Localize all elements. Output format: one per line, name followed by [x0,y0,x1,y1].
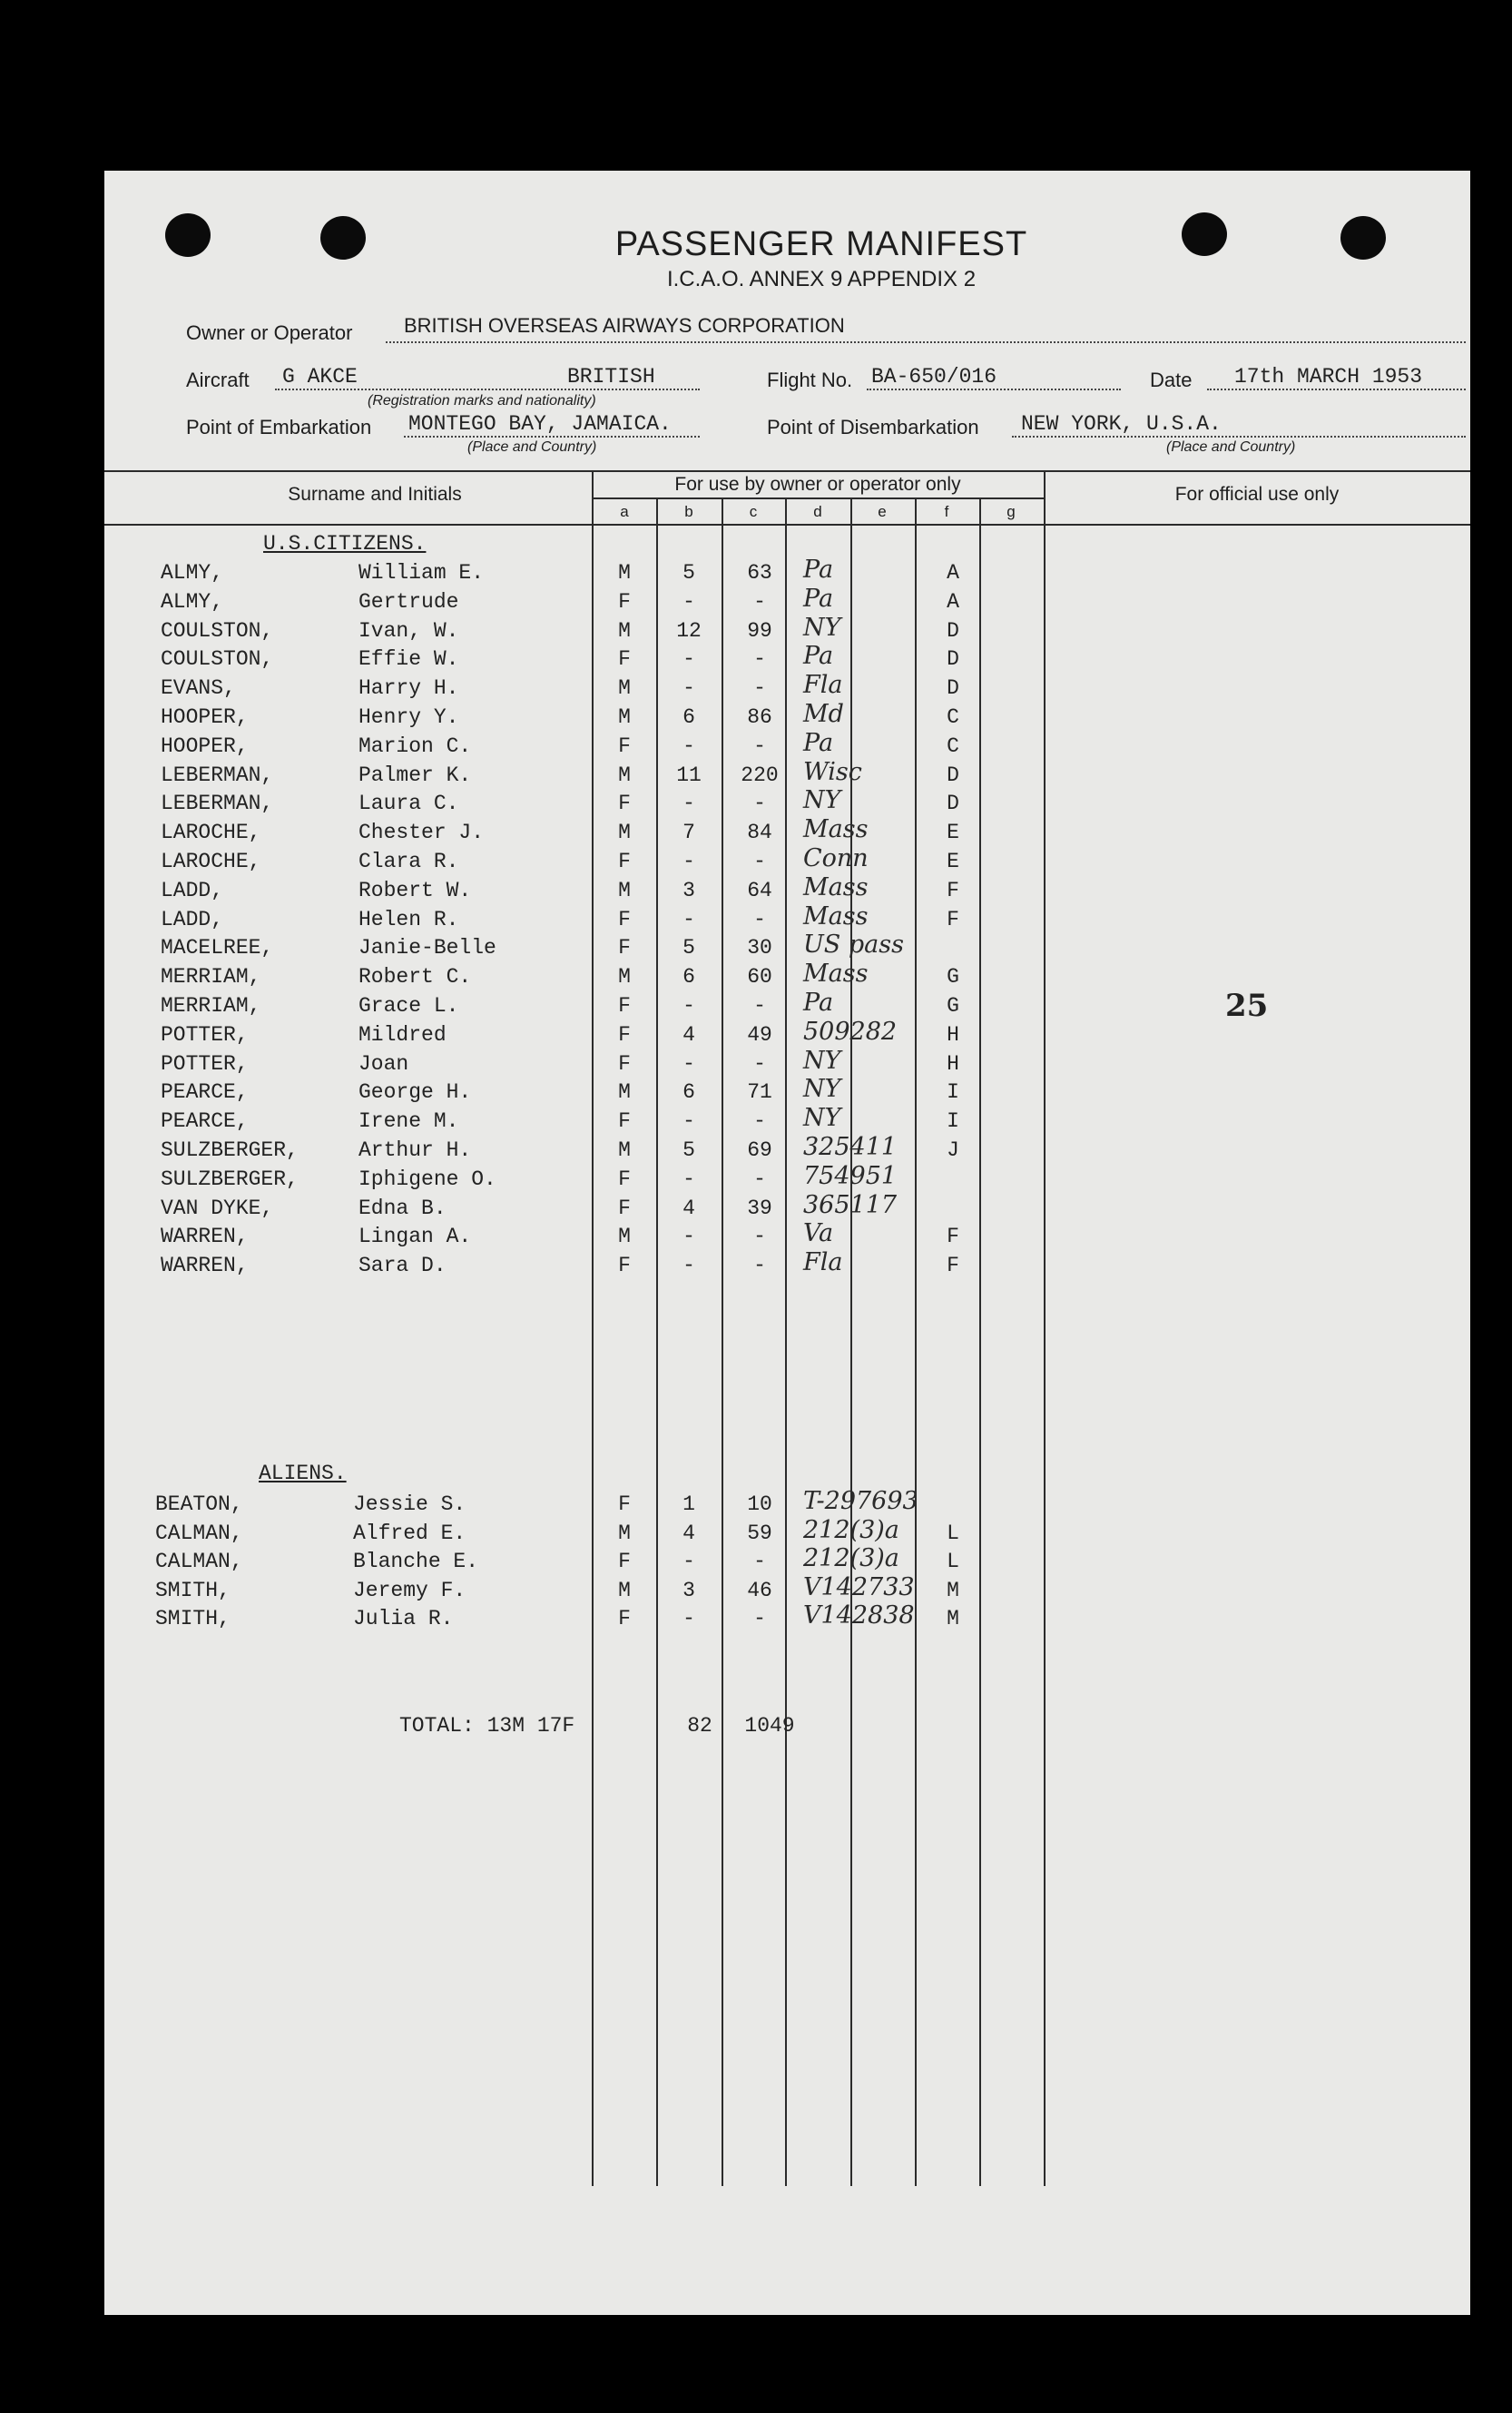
passenger-col-c: 30 [747,936,772,960]
passenger-surname: LEBERMAN, [161,792,274,816]
passenger-sex: M [618,1138,631,1162]
passenger-col-c: - [753,1254,766,1278]
handwritten-note: NY [803,1104,841,1133]
handwritten-note: 509282 [803,1017,898,1046]
passenger-col-f: D [947,676,959,701]
handwritten-note: T-297693 [803,1487,918,1515]
passenger-given-names: Janie-Belle [358,936,496,960]
handwritten-note: V142838 [803,1601,915,1630]
passenger-given-names: Blanche E. [353,1550,479,1573]
col-letter: e [878,503,887,520]
handwritten-note: 212(3)a [803,1544,899,1572]
passenger-col-f: J [947,1138,959,1162]
passenger-col-b: - [682,1254,695,1278]
passenger-col-c: - [753,647,766,672]
passenger-col-c: - [753,792,766,816]
passenger-surname: WARREN, [161,1254,249,1278]
col-letter: c [749,503,758,520]
handwritten-note: Mass [803,872,869,901]
handwritten-note: Pa [803,584,834,613]
passenger-col-b: 11 [676,763,702,787]
passenger-col-f: L [947,1521,959,1545]
passenger-surname: ALMY, [161,561,224,585]
passenger-col-f: M [947,1607,959,1630]
passenger-col-c: 64 [747,878,772,902]
passenger-col-f: A [947,561,959,585]
passenger-sex: M [618,1225,631,1249]
passenger-sex: F [618,936,631,960]
passenger-sex: M [618,1080,631,1105]
passenger-surname: PEARCE, [161,1109,249,1134]
col-letter: g [1006,503,1016,520]
handwritten-note: Conn [803,844,869,872]
passenger-sex: M [618,763,631,787]
handwritten-note: Pa [803,728,834,757]
passenger-sex: F [618,1167,631,1191]
handwritten-note: US pass [803,931,904,960]
passenger-col-c: 220 [741,763,779,787]
owner-value: BRITISH OVERSEAS AIRWAYS CORPORATION [404,314,845,337]
passenger-sex: M [618,965,631,990]
passenger-given-names: Julia R. [353,1607,454,1630]
passenger-given-names: Arthur H. [358,1138,472,1162]
passenger-col-f: G [947,965,959,990]
passenger-sex: F [618,1109,631,1134]
passenger-col-f: C [947,705,959,729]
passenger-surname: MACELREE, [161,936,274,960]
embark-value: MONTEGO BAY, JAMAICA. [408,412,672,436]
passenger-col-c: - [753,734,766,758]
passenger-sex: F [618,647,631,672]
passenger-sex: M [618,878,631,902]
handwritten-note: Mass [803,815,869,844]
passenger-col-b: 6 [682,705,695,729]
passenger-given-names: Gertrude [358,589,459,614]
passenger-col-b: - [682,1607,695,1630]
passenger-col-b: 5 [682,936,695,960]
passenger-col-b: 4 [682,1196,695,1220]
aircraft-nationality: BRITISH [567,365,655,389]
passenger-surname: CALMAN, [155,1550,243,1573]
passenger-surname: LADD, [161,878,224,902]
punch-hole-icon [1182,212,1227,256]
embark-label: Point of Embarkation [186,416,372,438]
passenger-col-c: - [753,1550,766,1573]
official-page-number: 25 [1225,988,1269,1024]
passenger-surname: ALMY, [161,589,224,614]
passenger-sex: F [618,1051,631,1076]
handwritten-note: NY [803,1075,841,1104]
handwritten-note: Md [803,700,844,728]
disembark-note: (Place and Country) [1166,439,1296,455]
passenger-given-names: Robert W. [358,878,472,902]
passenger-sex: F [618,792,631,816]
handwritten-note: Pa [803,556,834,584]
passenger-col-b: 6 [682,1080,695,1105]
passenger-col-c: 99 [747,618,772,643]
passenger-col-c: - [753,676,766,701]
passenger-col-f: F [947,878,959,902]
handwritten-note: Pa [803,642,834,671]
passenger-given-names: Mildred [358,1022,447,1047]
passenger-surname: LAROCHE, [161,821,261,845]
passenger-surname: SMITH, [155,1607,231,1630]
handwritten-note: 754951 [803,1161,898,1190]
passenger-col-b: 12 [676,618,702,643]
section-label-aliens: ALIENS. [259,1462,347,1485]
passenger-col-b: 3 [682,1578,695,1602]
passenger-given-names: Effie W. [358,647,459,672]
passenger-sex: F [618,589,631,614]
passenger-sex: F [618,994,631,1018]
passenger-col-b: 4 [682,1022,695,1047]
passenger-given-names: William E. [358,561,485,585]
col-letter: d [813,503,822,520]
passenger-sex: M [618,1578,631,1602]
owner-label: Owner or Operator [186,321,353,344]
passenger-col-c: - [753,850,766,873]
totals-label: TOTAL: 13M 17F [399,1714,575,1738]
flight-value: BA-650/016 [871,365,997,389]
disembark-value: NEW YORK, U.S.A. [1021,412,1222,436]
col-letter: a [620,503,629,520]
passenger-col-f: A [947,589,959,614]
passenger-sex: F [618,850,631,873]
totals-b: 82 [687,1714,712,1738]
passenger-given-names: Jessie S. [353,1492,466,1516]
passenger-sex: M [618,676,631,701]
passenger-col-f: F [947,1254,959,1278]
passenger-surname: BEATON, [155,1492,243,1516]
passenger-surname: LAROCHE, [161,850,261,873]
passenger-given-names: Iphigene O. [358,1167,496,1191]
handwritten-note: Fla [803,671,843,700]
col-header-official-use: For official use only [1174,484,1340,505]
passenger-col-b: - [682,589,695,614]
passenger-col-b: 5 [682,561,695,585]
passenger-col-b: - [682,734,695,758]
passenger-col-c: - [753,1051,766,1076]
passenger-given-names: Grace L. [358,994,459,1018]
passenger-col-c: 59 [747,1521,772,1545]
passenger-sex: F [618,1550,631,1573]
passenger-col-c: 39 [747,1196,772,1220]
passenger-col-b: 1 [682,1492,695,1516]
passenger-surname: HOOPER, [161,705,249,729]
passenger-surname: VAN DYKE, [161,1196,274,1220]
handwritten-note: NY [803,613,841,642]
passenger-col-b: - [682,647,695,672]
passenger-sex: F [618,734,631,758]
passenger-col-c: 71 [747,1080,772,1105]
passenger-col-f: F [947,907,959,931]
passenger-col-f: L [947,1550,959,1573]
passenger-col-b: - [682,1051,695,1076]
passenger-col-c: 63 [747,561,772,585]
passenger-surname: SULZBERGER, [161,1138,299,1162]
passenger-col-c: 60 [747,965,772,990]
punch-hole-icon [1340,216,1386,260]
passenger-sex: M [618,561,631,585]
passenger-surname: POTTER, [161,1051,249,1076]
passenger-col-c: - [753,907,766,931]
passenger-col-f: E [947,850,959,873]
col-header-owner-use: For use by owner or operator only [674,474,961,495]
passenger-col-b: - [682,994,695,1018]
passenger-col-f: G [947,994,959,1018]
passenger-given-names: Sara D. [358,1254,447,1278]
passenger-col-f: D [947,647,959,672]
passenger-given-names: Robert C. [358,965,472,990]
passenger-sex: F [618,1196,631,1220]
passenger-given-names: Alfred E. [353,1521,466,1545]
aircraft-label: Aircraft [186,369,250,391]
passenger-col-c: - [753,1607,766,1630]
passenger-col-b: - [682,676,695,701]
passenger-given-names: Irene M. [358,1109,459,1134]
passenger-sex: F [618,907,631,931]
passenger-col-c: 46 [747,1578,772,1602]
passenger-col-c: - [753,1225,766,1249]
passenger-col-b: 4 [682,1521,695,1545]
passenger-col-c: 69 [747,1138,772,1162]
passenger-col-f: H [947,1022,959,1047]
passenger-given-names: Laura C. [358,792,459,816]
passenger-surname: CALMAN, [155,1521,243,1545]
col-letter: f [944,503,949,520]
aircraft-reg: G AKCE [282,365,358,389]
passenger-given-names: Harry H. [358,676,459,701]
passenger-col-f: D [947,792,959,816]
passenger-sex: F [618,1492,631,1516]
aircraft-note: (Registration marks and nationality) [368,393,596,409]
passenger-col-b: - [682,850,695,873]
handwritten-note: Mass [803,901,869,931]
passenger-sex: F [618,1254,631,1278]
passenger-col-f: F [947,1225,959,1249]
passenger-surname: MERRIAM, [161,965,261,990]
passenger-surname: LEBERMAN, [161,763,274,787]
passenger-col-f: H [947,1051,959,1076]
passenger-surname: POTTER, [161,1022,249,1047]
passenger-col-c: 10 [747,1492,772,1516]
passenger-surname: EVANS, [161,676,236,701]
passenger-col-f: E [947,821,959,845]
passenger-given-names: Edna B. [358,1196,447,1220]
passenger-col-c: 86 [747,705,772,729]
embark-note: (Place and Country) [467,439,597,455]
passenger-col-c: 49 [747,1022,772,1047]
passenger-given-names: Henry Y. [358,705,459,729]
passenger-given-names: Marion C. [358,734,472,758]
passenger-sex: M [618,618,631,643]
passenger-col-c: - [753,994,766,1018]
col-header-name: Surname and Initials [288,484,462,505]
passenger-given-names: Chester J. [358,821,485,845]
passenger-col-f: C [947,734,959,758]
date-label: Date [1150,369,1193,391]
passenger-col-f: I [947,1109,959,1134]
passenger-surname: WARREN, [161,1225,249,1249]
passenger-col-b: - [682,1225,695,1249]
passenger-col-f: M [947,1578,959,1602]
handwritten-note: 325411 [803,1133,898,1161]
passenger-surname: PEARCE, [161,1080,249,1105]
passenger-given-names: Palmer K. [358,763,472,787]
passenger-col-b: - [682,907,695,931]
passenger-given-names: Lingan A. [358,1225,472,1249]
passenger-col-f: D [947,763,959,787]
handwritten-note: Va [803,1219,834,1248]
passenger-sex: M [618,1521,631,1545]
passenger-col-c: - [753,589,766,614]
handwritten-note: 212(3)a [803,1515,899,1544]
handwritten-note: 365117 [803,1190,898,1219]
handwritten-note: Wisc [803,757,862,786]
section-label-citizens: U.S.CITIZENS. [263,532,427,556]
passenger-given-names: Jeremy F. [353,1578,466,1602]
punch-hole-icon [320,216,366,260]
passenger-surname: LADD, [161,907,224,931]
handwritten-note: Mass [803,960,869,989]
passenger-surname: COULSTON, [161,647,274,672]
passenger-sex: M [618,821,631,845]
col-letter: b [684,503,693,520]
passenger-col-c: 84 [747,821,772,845]
passenger-surname: SULZBERGER, [161,1167,299,1191]
passenger-col-b: - [682,792,695,816]
passenger-col-b: 5 [682,1138,695,1162]
passenger-sex: F [618,1607,631,1630]
passenger-sex: M [618,705,631,729]
totals-c: 1049 [744,1714,795,1738]
passenger-col-b: - [682,1167,695,1191]
handwritten-note: NY [803,1046,841,1075]
passenger-col-f: I [947,1080,959,1105]
passenger-surname: MERRIAM, [161,994,261,1018]
handwritten-note: V142733 [803,1572,915,1601]
passenger-surname: COULSTON, [161,618,274,643]
passenger-col-b: 7 [682,821,695,845]
page-title: PASSENGER MANIFEST [614,225,1028,263]
passenger-given-names: George H. [358,1080,472,1105]
passenger-sex: F [618,1022,631,1047]
passenger-given-names: Clara R. [358,850,459,873]
passenger-col-b: - [682,1550,695,1573]
punch-hole-icon [165,213,211,257]
passenger-col-c: - [753,1109,766,1134]
handwritten-note: NY [803,786,841,815]
passenger-col-b: - [682,1109,695,1134]
passenger-surname: HOOPER, [161,734,249,758]
passenger-given-names: Ivan, W. [358,618,459,643]
passenger-given-names: Joan [358,1051,409,1076]
handwritten-note: Fla [803,1248,843,1277]
passenger-surname: SMITH, [155,1578,231,1602]
passenger-col-f: D [947,618,959,643]
manifest-sheet [104,171,1470,2315]
disembark-label: Point of Disembarkation [767,416,979,438]
passenger-col-c: - [753,1167,766,1191]
page-subtitle: I.C.A.O. ANNEX 9 APPENDIX 2 [666,267,977,291]
date-value: 17th MARCH 1953 [1234,365,1423,389]
passenger-col-b: 3 [682,878,695,902]
passenger-col-b: 6 [682,965,695,990]
passenger-given-names: Helen R. [358,907,459,931]
handwritten-note: Pa [803,989,834,1017]
flight-label: Flight No. [767,369,853,391]
